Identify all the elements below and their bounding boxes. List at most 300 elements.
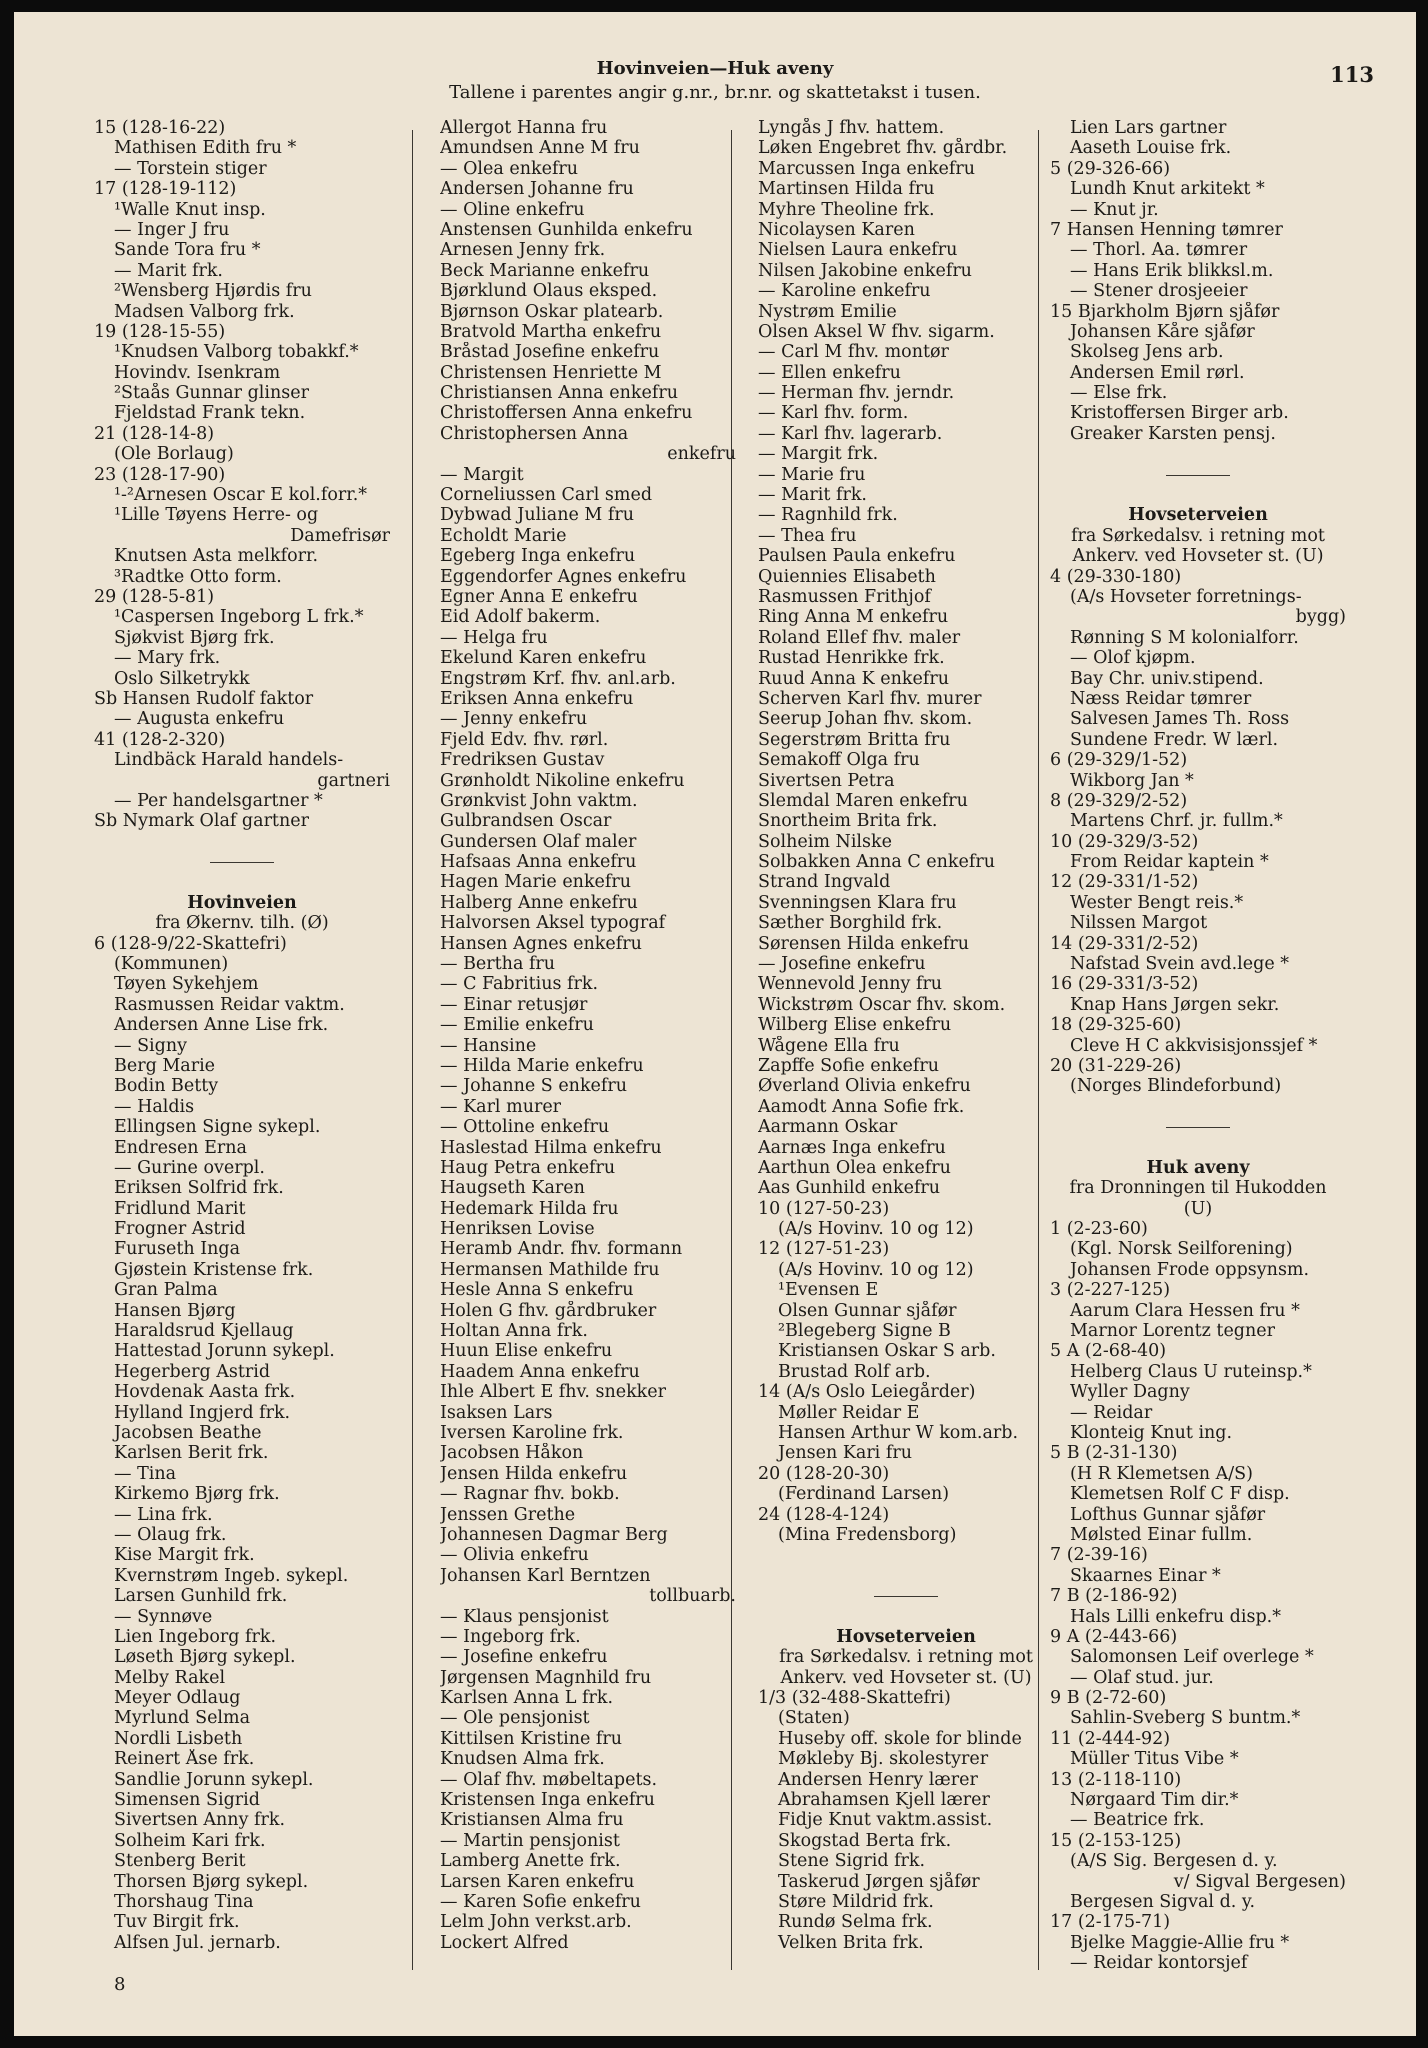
directory-line: Segerstrøm Britta fru [758, 729, 951, 750]
directory-line: Lundh Knut arkitekt * [1070, 179, 1265, 200]
directory-line: Kristoffersen Birger arb. [1070, 403, 1289, 424]
directory-line: Ruud Anna K enkefru [758, 668, 949, 689]
directory-line: Stenberg Berit [114, 1851, 246, 1872]
directory-line: Karlsen Berit frk. [114, 1443, 269, 1464]
directory-line: — Inger J fru [114, 219, 230, 240]
directory-page [14, 12, 1416, 2036]
directory-line: Dybwad Juliane M fru [440, 505, 634, 526]
directory-line: — Haldis [114, 1096, 195, 1117]
spacer [1050, 485, 1346, 505]
directory-line: Aarmann Oskar [758, 1117, 898, 1138]
directory-line: Jenssen Grethe [440, 1504, 576, 1525]
directory-line: Hegerberg Astrid [114, 1361, 271, 1382]
directory-line: Wikborg Jan * [1070, 770, 1194, 791]
directory-line: — Reidar [1070, 1402, 1153, 1423]
directory-line: Tøyen Sykehjem [114, 974, 259, 995]
page-subtitle: Tallene i parentes angir g.nr., br.nr. og skattetakst i tusen. [449, 82, 981, 103]
directory-line: — Karl murer [440, 1096, 562, 1117]
column-4 [1050, 118, 1346, 1974]
directory-line: — Oline enkefru [440, 199, 585, 220]
directory-line: Sb Nymark Olaf gartner [94, 811, 309, 832]
directory-line: Kirkemo Bjørg frk. [114, 1484, 280, 1505]
directory-line: bygg) [1295, 607, 1346, 628]
directory-line: Hagen Marie enkefru [440, 872, 632, 893]
directory-line: Taskerud Jørgen sjåfør [778, 1871, 980, 1892]
directory-line: — Bertha fru [440, 954, 556, 975]
directory-line: Klemetsen Rolf C F disp. [1070, 1484, 1290, 1505]
directory-line: — Karl fhv. form. [758, 403, 909, 424]
directory-line: Haraldsrud Kjellaug [114, 1321, 294, 1342]
directory-line: — Ragnhild frk. [758, 505, 898, 526]
directory-line: — Olaf fhv. møbeltapets. [440, 1769, 658, 1790]
directory-line: Sivertsen Anny frk. [114, 1810, 286, 1831]
directory-line: Haugseth Karen [440, 1178, 585, 1199]
spacer [758, 1545, 1054, 1565]
directory-line: 17 (2-175-71) [1050, 1912, 1171, 1933]
directory-line: — Thorl. Aa. tømrer [1070, 240, 1248, 261]
directory-line: Andersen Johanne fru [440, 179, 634, 200]
directory-line: Rasmussen Reidar vaktm. [114, 994, 345, 1015]
directory-line: — Ottoline enkefru [440, 1117, 610, 1138]
directory-line: Alfsen Jul. jernarb. [114, 1932, 281, 1953]
directory-line: Johansen Kåre sjåfør [1070, 321, 1255, 342]
directory-line: Sande Tora fru * [114, 240, 261, 261]
directory-line: — Synnøve [114, 1606, 213, 1627]
directory-line: — Gurine overpl. [114, 1157, 265, 1178]
directory-line: Greaker Karsten pensj. [1070, 423, 1276, 444]
directory-line: Salomonsen Leif overlege * [1070, 1647, 1314, 1668]
directory-line: 10 (127-50-23) [758, 1198, 890, 1219]
directory-line: Sjøkvist Bjørg frk. [114, 627, 275, 648]
directory-line: 1 (2-23-60) [1050, 1219, 1148, 1240]
directory-line: 21 (128-14-8) [94, 423, 215, 444]
directory-line: 12 (29-331/1-52) [1050, 872, 1199, 893]
directory-line: Bodin Betty [114, 1076, 219, 1097]
directory-line: ³Radtke Otto form. [114, 566, 282, 587]
directory-line: Kise Margit frk. [114, 1545, 255, 1566]
directory-line: fra Sørkedalsv. i retning mot [1071, 525, 1325, 546]
directory-line: Salvesen James Th. Ross [1070, 709, 1290, 730]
directory-line: Brustad Rolf arb. [778, 1361, 931, 1382]
directory-line: Hansen Bjørg [114, 1300, 236, 1321]
directory-line: — Klaus pensjonist [440, 1606, 609, 1627]
directory-line: Ankerv. ved Hovseter st. (U) [780, 1667, 1032, 1688]
directory-line: (Ferdinand Larsen) [778, 1484, 950, 1505]
directory-line: Snortheim Brita frk. [758, 811, 938, 832]
directory-line: Nystrøm Emilie [758, 301, 897, 322]
directory-line: 15 Bjarkholm Bjørn sjåfør [1050, 301, 1280, 322]
directory-line: Gran Palma [114, 1280, 218, 1301]
directory-line: Seerup Johan fhv. skom. [758, 709, 973, 730]
directory-line: Møller Reidar E [778, 1402, 920, 1423]
directory-line: Olsen Gunnar sjåfør [778, 1300, 957, 1321]
spacer [1050, 1138, 1346, 1158]
directory-line: Wyller Dagny [1070, 1382, 1190, 1403]
directory-line: Stene Sigrid frk. [778, 1851, 926, 1872]
directory-line: 3 (2-227-125) [1050, 1280, 1171, 1301]
directory-line: Lofthus Gunnar sjåfør [1070, 1504, 1266, 1525]
directory-line: Marcussen Inga enkefru [758, 158, 976, 179]
directory-line: Aarnæs Inga enkefru [758, 1137, 946, 1158]
directory-line: Ihle Albert E fhv. snekker [440, 1382, 667, 1403]
directory-line: Kristiansen Alma fru [440, 1810, 624, 1831]
directory-line: 6 (128-9/22-Skattefri) [94, 933, 287, 954]
directory-line: 11 (2-444-92) [1050, 1728, 1171, 1749]
directory-line: Reinert Åse frk. [114, 1749, 255, 1770]
directory-line: Øverland Olivia enkefru [758, 1076, 971, 1097]
directory-line: (Ole Borlaug) [114, 444, 234, 465]
directory-line: (Staten) [778, 1708, 850, 1729]
spacer [94, 872, 390, 892]
directory-line: Arnesen Jenny frk. [440, 240, 606, 261]
directory-line: 9 A (2-443-66) [1050, 1626, 1178, 1647]
directory-line: Støre Mildrid frk. [778, 1891, 934, 1912]
directory-line: Eriksen Anna enkefru [440, 688, 634, 709]
directory-line: Paulsen Paula enkefru [758, 546, 956, 567]
section-rule [758, 1586, 1054, 1606]
section-heading: Hovseterveien [836, 1626, 976, 1647]
directory-line: — Reidar kontorsjef [1070, 1953, 1248, 1974]
directory-line: Christensen Henriette M [440, 362, 662, 383]
directory-line: Ellingsen Signe sykepl. [114, 1117, 321, 1138]
directory-line: 5 A (2-68-40) [1050, 1341, 1167, 1362]
directory-line: From Reidar kaptein * [1070, 852, 1269, 873]
directory-line: Knudsen Alma frk. [440, 1749, 605, 1770]
directory-line: (A/S Sig. Bergesen d. y. [1070, 1851, 1278, 1872]
directory-line: Eriksen Solfrid frk. [114, 1178, 284, 1199]
directory-line: 10 (29-329/3-52) [1050, 831, 1199, 852]
directory-line: Lamberg Anette frk. [440, 1851, 621, 1872]
directory-line: — Augusta enkefru [114, 709, 285, 730]
directory-line: Strand Ingvald [758, 872, 891, 893]
directory-line: Nicolaysen Karen [758, 219, 915, 240]
directory-line: Lindbäck Harald handels- [114, 750, 344, 771]
directory-line: ²Staås Gunnar glinser [114, 383, 309, 404]
directory-line: Hedemark Hilda fru [440, 1198, 619, 1219]
directory-line: Kvernstrøm Ingeb. sykepl. [114, 1565, 349, 1586]
directory-line: Jacobsen Håkon [440, 1443, 584, 1464]
directory-line: Beck Marianne enkefru [440, 260, 650, 281]
directory-line: Madsen Valborg frk. [114, 301, 295, 322]
directory-line: Cleve H C akkvisisjonssjef * [1070, 1035, 1318, 1056]
directory-line: Nilssen Margot [1070, 913, 1208, 934]
directory-line: Wennevold Jenny fru [758, 974, 943, 995]
directory-line: ¹Evensen E [778, 1280, 879, 1301]
directory-line: Bjelke Maggie-Allie fru * [1070, 1932, 1290, 1953]
directory-line: 13 (2-118-110) [1050, 1769, 1182, 1790]
directory-line: (H R Klemetsen A/S) [1070, 1463, 1253, 1484]
page-number: 113 [1330, 62, 1374, 87]
directory-line: 14 (29-331/2-52) [1050, 933, 1199, 954]
directory-line: Slemdal Maren enkefru [758, 790, 968, 811]
directory-line: Lockert Alfred [440, 1932, 569, 1953]
footer-mark: 8 [114, 1974, 126, 1995]
directory-line: Andersen Henry lærer [778, 1769, 978, 1790]
directory-line: Rønning S M kolonialforr. [1070, 627, 1299, 648]
directory-line: — Torstein stiger [114, 158, 267, 179]
directory-line: — Else frk. [1070, 383, 1168, 404]
directory-line: Larsen Gunhild frk. [114, 1586, 288, 1607]
directory-line: Scherven Karl fhv. murer [758, 688, 982, 709]
directory-line: Karlsen Anna L frk. [440, 1688, 614, 1709]
directory-line: Solheim Kari frk. [114, 1830, 266, 1851]
directory-line: — Marit frk. [758, 485, 867, 506]
directory-line: Sivertsen Petra [758, 770, 895, 791]
directory-line: Christoffersen Anna enkefru [440, 403, 693, 424]
directory-line: Løseth Bjørg sykepl. [114, 1647, 296, 1668]
directory-line: Isaksen Lars [440, 1402, 553, 1423]
directory-line: — Hans Erik blikksl.m. [1070, 260, 1274, 281]
directory-line: (U) [1183, 1198, 1213, 1219]
directory-line: Myhre Theoline frk. [758, 199, 935, 220]
directory-line: Ring Anna M enkefru [758, 607, 949, 628]
directory-line: Aas Gunhild enkefru [758, 1178, 941, 1199]
directory-line: Gulbrandsen Oscar [440, 811, 612, 832]
directory-line: Simensen Sigrid [114, 1790, 260, 1811]
directory-line: 23 (128-17-90) [94, 464, 226, 485]
directory-line: Lyngås J fhv. hattem. [758, 118, 945, 138]
directory-line: — Ole pensjonist [440, 1708, 590, 1729]
directory-line: — Jenny enkefru [440, 709, 588, 730]
directory-line: — Thea fru [758, 525, 857, 546]
directory-line: (A/s Hovinv. 10 og 12) [778, 1219, 974, 1240]
directory-line: Nielsen Laura enkefru [758, 240, 958, 261]
directory-line: Aaseth Louise frk. [1070, 138, 1232, 159]
directory-line: Jensen Kari fru [778, 1443, 912, 1464]
section-heading: Hovseterveien [1128, 505, 1268, 526]
directory-line: Anstensen Gunhilda enkefru [440, 219, 693, 240]
directory-line: Hansen Arthur W kom.arb. [778, 1423, 1019, 1443]
directory-line: Solbakken Anna C enkefru [758, 852, 995, 873]
directory-line: Johansen Karl Berntzen [440, 1565, 651, 1586]
directory-line: Hermansen Mathilde fru [440, 1259, 660, 1280]
directory-line: Gjøstein Kristense frk. [114, 1259, 314, 1280]
directory-line: fra Dronningen til Hukodden [1069, 1178, 1327, 1199]
directory-line: Egner Anna E enkefru [440, 586, 638, 607]
directory-line: Skaarnes Einar * [1070, 1565, 1221, 1586]
directory-line: Christophersen Anna [440, 423, 629, 444]
directory-line: Rundø Selma frk. [778, 1912, 933, 1933]
directory-line: Wester Bengt reis.* [1070, 892, 1244, 913]
column-1 [94, 118, 390, 1953]
directory-line: Lien Ingeborg frk. [114, 1626, 277, 1647]
directory-line: Huun Elise enkefru [440, 1341, 613, 1362]
directory-line: Hafsaas Anna enkefru [440, 852, 637, 873]
directory-line: 1/3 (32-488-Skattefri) [758, 1688, 951, 1709]
directory-line: — Martin pensjonist [440, 1830, 620, 1851]
directory-line: Olsen Aksel W fhv. sigarm. [758, 321, 995, 342]
directory-line: Nørgaard Tim dir.* [1070, 1790, 1239, 1811]
directory-line: Bråstad Josefine enkefru [440, 342, 660, 363]
directory-line: enkefru [667, 444, 736, 465]
column-2 [440, 118, 736, 1953]
directory-line: — Josefine enkefru [758, 954, 926, 975]
directory-line: — Hilda Marie enkefru [440, 1055, 644, 1076]
directory-line: Grønholdt Nikoline enkefru [440, 770, 685, 791]
directory-line: Christiansen Anna enkefru [440, 383, 678, 404]
directory-line: 17 (128-19-112) [94, 179, 237, 200]
directory-line: 8 (29-329/2-52) [1050, 790, 1188, 811]
directory-line: Johannesen Dagmar Berg [440, 1524, 668, 1545]
directory-line: Rasmussen Frithjof [758, 586, 931, 607]
directory-line: Bjørklund Olaus eksped. [440, 281, 658, 302]
directory-line: 41 (128-2-320) [94, 729, 226, 750]
spacer [94, 832, 390, 852]
directory-line: Sørensen Hilda enkefru [758, 933, 970, 954]
directory-line: Bratvold Martha enkefru [440, 321, 662, 342]
directory-line: — Olaf stud. jur. [1070, 1667, 1214, 1688]
directory-line: Gundersen Olaf maler [440, 831, 637, 852]
directory-line: 15 (2-153-125) [1050, 1830, 1182, 1851]
directory-line: (A/s Hovseter forretnings- [1070, 586, 1302, 607]
directory-line: 7 (2-39-16) [1050, 1545, 1148, 1566]
directory-line: Thorsen Bjørg sykepl. [114, 1871, 309, 1892]
directory-line: Sandlie Jorunn sykepl. [114, 1769, 314, 1790]
directory-line: — Ragnar fhv. bokb. [440, 1484, 620, 1505]
directory-line: — Ingeborg frk. [440, 1626, 581, 1647]
directory-line: Andersen Anne Lise frk. [114, 1015, 329, 1036]
directory-line: Fredriksen Gustav [440, 750, 605, 771]
directory-line: Johansen Frode oppsynsm. [1070, 1259, 1310, 1280]
directory-line: — Helga fru [440, 627, 548, 648]
directory-line: Grønkvist John vaktm. [440, 790, 638, 811]
directory-line: Damefrisør [290, 525, 390, 546]
directory-line: 18 (29-325-60) [1050, 1015, 1182, 1036]
directory-line: Zapffe Sofie enkefru [758, 1055, 939, 1076]
directory-line: Kristiansen Oskar S arb. [778, 1341, 996, 1362]
directory-line: Aarthun Olea enkefru [758, 1157, 951, 1178]
directory-line: 20 (31-229-26) [1050, 1055, 1182, 1076]
column-divider [412, 130, 413, 1970]
directory-line: Nilsen Jakobine enkefru [758, 260, 972, 281]
directory-line: Wågene Ella fru [758, 1035, 900, 1056]
directory-line: Sb Hansen Rudolf faktor [94, 688, 314, 709]
directory-line: — Lina frk. [114, 1504, 213, 1525]
directory-line: 7 Hansen Henning tømrer [1050, 219, 1283, 240]
directory-line: — Stener drosjeeier [1070, 281, 1248, 302]
directory-line: Fidje Knut vaktm.assist. [778, 1810, 993, 1831]
directory-line: Fridlund Marit [114, 1198, 246, 1219]
directory-line: Müller Titus Vibe * [1070, 1749, 1239, 1770]
directory-line: 19 (128-15-55) [94, 321, 226, 342]
directory-line: 14 (A/s Oslo Leiegårder) [758, 1382, 976, 1403]
directory-line: (Kommunen) [114, 954, 229, 975]
directory-line: Nafstad Svein avd.lege * [1070, 954, 1290, 975]
section-rule [1050, 1117, 1346, 1137]
directory-line: — Emilie enkefru [440, 1015, 594, 1036]
directory-line: — Hansine [440, 1035, 537, 1056]
directory-line: — Karoline enkefru [758, 281, 931, 302]
directory-line: Melby Rakel [114, 1667, 226, 1688]
directory-line: 15 (128-16-22) [94, 118, 226, 138]
directory-line: Hylland Ingjerd frk. [114, 1402, 291, 1423]
directory-line: Klonteig Knut ing. [1070, 1423, 1233, 1443]
directory-line: Hovdenak Aasta frk. [114, 1382, 296, 1403]
directory-line: — Ellen enkefru [758, 362, 901, 383]
directory-line: Halvorsen Aksel typograf [440, 913, 666, 934]
directory-line: Quiennies Elisabeth [758, 566, 936, 587]
directory-line: Hattestad Jorunn sykepl. [114, 1341, 335, 1362]
section-rule [94, 852, 390, 872]
directory-line: Helberg Claus U ruteinsp.* [1070, 1361, 1312, 1382]
directory-line: gartneri [317, 770, 390, 791]
directory-line: Skolseg Jens arb. [1070, 342, 1224, 363]
page-title: Hovinveien—Huk aveny [596, 58, 834, 79]
directory-line: Sundene Fredr. W lærl. [1070, 729, 1279, 750]
directory-line: Eggendorfer Agnes enkefru [440, 566, 687, 587]
spacer [1050, 1097, 1346, 1117]
directory-line: Bjørnson Oskar platearb. [440, 301, 664, 322]
directory-line: 5 (29-326-66) [1050, 158, 1171, 179]
directory-line: Iversen Karoline frk. [440, 1423, 624, 1443]
directory-line: 4 (29-330-180) [1050, 566, 1182, 587]
directory-line: Eid Adolf bakerm. [440, 607, 601, 628]
directory-line: Lelm John verkst.arb. [440, 1912, 632, 1933]
directory-line: — Olea enkefru [440, 158, 579, 179]
directory-line: ¹Lille Tøyens Herre- og [114, 505, 319, 526]
directory-line: Wickstrøm Oscar fhv. skom. [758, 994, 1006, 1015]
directory-line: fra Økernv. tilh. (Ø) [155, 913, 329, 934]
directory-line: Abrahamsen Kjell lærer [778, 1790, 990, 1811]
spacer [758, 1607, 1054, 1627]
directory-line: Engstrøm Krf. fhv. anl.arb. [440, 668, 676, 689]
directory-line: Bergesen Sigval d. y. [1070, 1891, 1256, 1912]
directory-line: Myrlund Selma [114, 1708, 251, 1729]
directory-line: — Olof kjøpm. [1070, 648, 1196, 669]
directory-line: 6 (29-329/1-52) [1050, 750, 1188, 771]
directory-line: Wilberg Elise enkefru [758, 1015, 952, 1036]
directory-line: Jacobsen Beathe [114, 1423, 262, 1443]
directory-line: Møkleby Bj. skolestyrer [778, 1749, 989, 1770]
directory-line: Oslo Silketrykk [114, 668, 250, 689]
directory-line: Hesle Anna S enkefru [440, 1280, 634, 1301]
directory-line: (A/s Hovinv. 10 og 12) [778, 1259, 974, 1280]
directory-line: ¹Caspersen Ingeborg L frk.* [114, 607, 364, 628]
directory-line: Lien Lars gartner [1070, 118, 1227, 138]
directory-line: Fjeld Edv. fhv. rørl. [440, 729, 609, 750]
directory-line: — Knut jr. [1070, 199, 1159, 220]
directory-line: Haug Petra enkefru [440, 1157, 616, 1178]
directory-line: ¹‑²Arnesen Oscar E kol.forr.* [114, 485, 368, 506]
directory-line: Halberg Anne enkefru [440, 892, 638, 913]
directory-line: Thorshaug Tina [114, 1891, 254, 1912]
directory-line: — Marit frk. [114, 260, 223, 281]
section-heading: Huk aveny [1146, 1157, 1250, 1178]
section-heading: Hovinveien [187, 892, 297, 913]
directory-line: Egeberg Inga enkefru [440, 546, 636, 567]
directory-line: Huseby off. skole for blinde [778, 1728, 1022, 1749]
directory-line: 7 B (2-186-92) [1050, 1586, 1178, 1607]
directory-line: Haslestad Hilma enkefru [440, 1137, 662, 1158]
directory-line: Allergot Hanna fru [440, 118, 608, 138]
directory-line: Løken Engebret fhv. gårdbr. [758, 138, 1008, 159]
directory-line: Frogner Astrid [114, 1219, 246, 1240]
directory-line: Holen G fhv. gårdbruker [440, 1300, 657, 1321]
directory-line: Ekelund Karen enkefru [440, 648, 647, 669]
directory-line: Echoldt Marie [440, 525, 567, 546]
directory-line: ²Blegeberg Signe B [778, 1321, 951, 1342]
directory-line: — Herman fhv. jerndr. [758, 383, 955, 404]
directory-line: Tuv Birgit frk. [114, 1912, 240, 1933]
directory-line: Corneliussen Carl smed [440, 485, 653, 506]
directory-line: Rustad Henrikke frk. [758, 648, 945, 669]
directory-line: Fjeldstad Frank tekn. [114, 403, 306, 424]
directory-line: Jørgensen Magnhild fru [440, 1667, 652, 1688]
directory-line: Bay Chr. univ.stipend. [1070, 668, 1264, 689]
directory-line: Aamodt Anna Sofie frk. [758, 1096, 965, 1117]
directory-line: — Carl M fhv. montør [758, 342, 949, 363]
directory-line: 24 (128-4-124) [758, 1504, 890, 1525]
